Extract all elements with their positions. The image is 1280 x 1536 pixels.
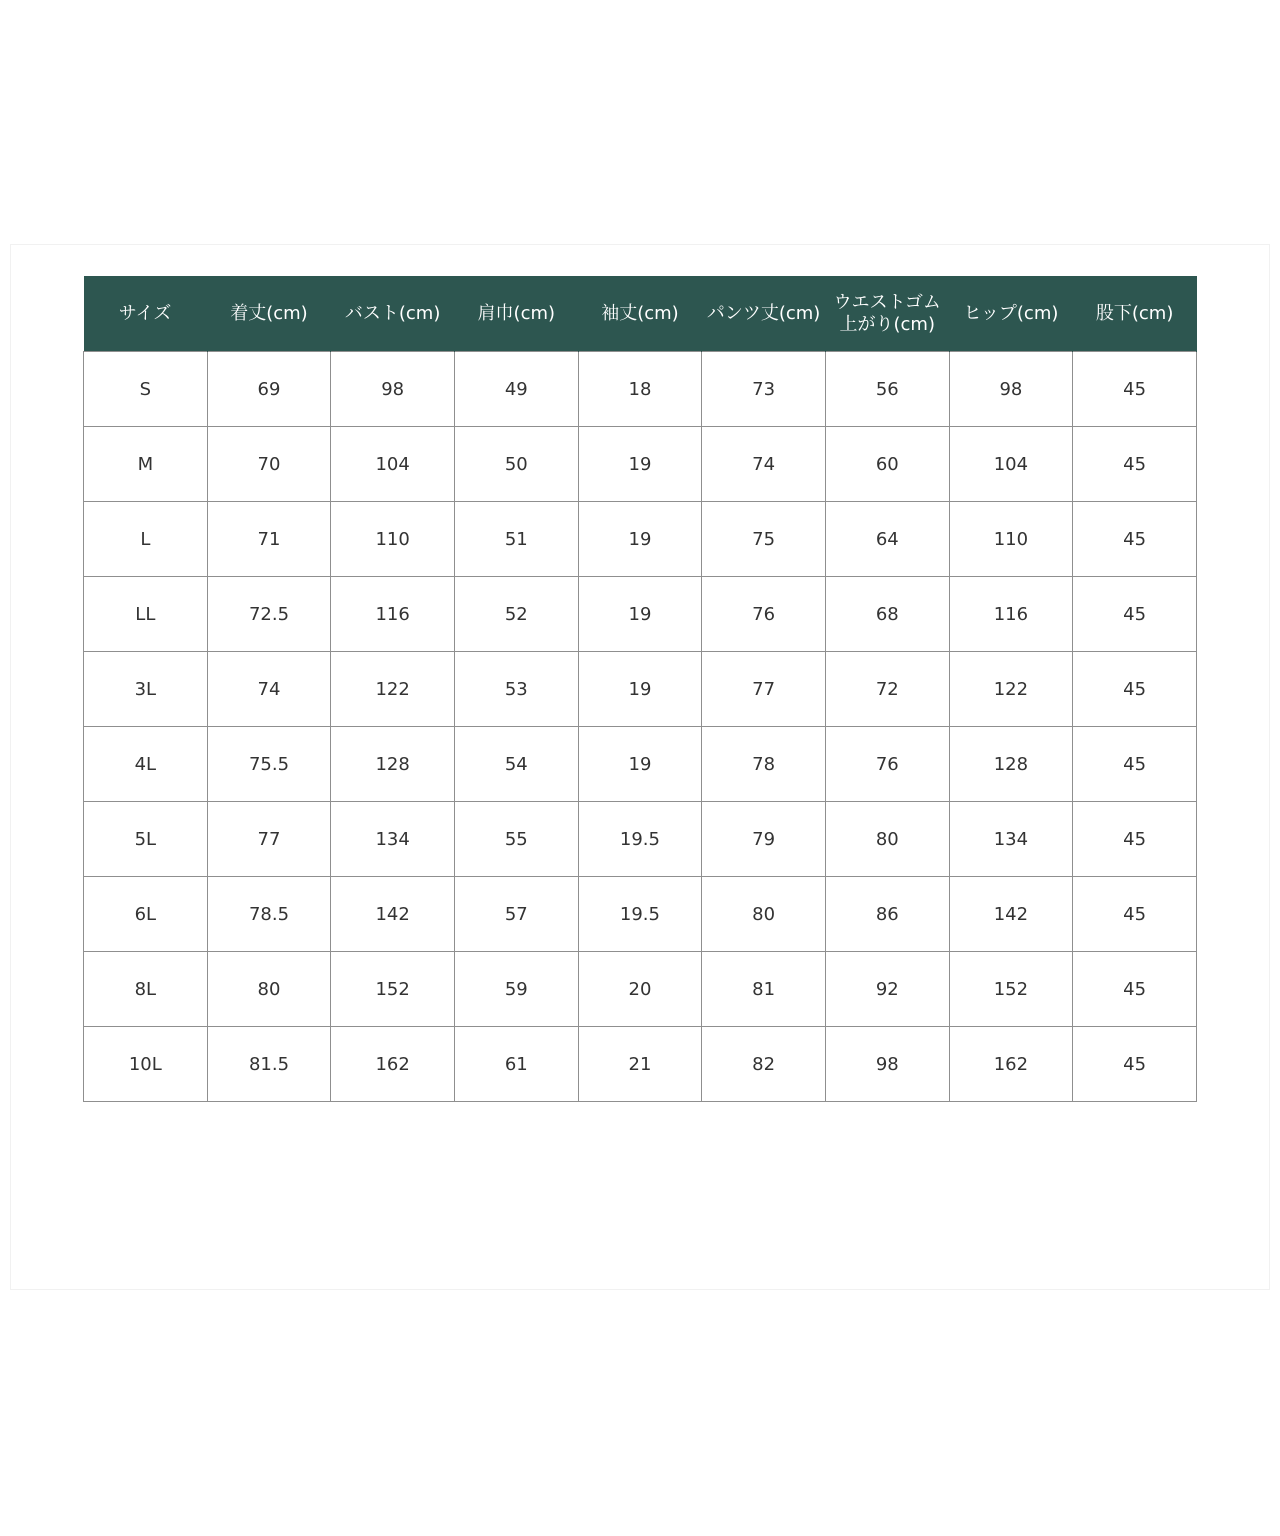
cell-size: 10L: [84, 1027, 208, 1102]
cell-inseam: 45: [1073, 352, 1197, 427]
cell-bust: 116: [331, 577, 455, 652]
cell-pants-length: 76: [702, 577, 826, 652]
cell-waist: 92: [825, 952, 949, 1027]
cell-waist: 72: [825, 652, 949, 727]
cell-pants-length: 77: [702, 652, 826, 727]
table-row: [84, 802, 1197, 877]
cell-pants-length: 82: [702, 1027, 826, 1102]
cell-shoulder: 55: [454, 802, 578, 877]
cell-length: 77: [207, 802, 331, 877]
cell-inseam: 45: [1073, 802, 1197, 877]
cell-size: 3L: [84, 652, 208, 727]
cell-size: M: [84, 427, 208, 502]
cell-shoulder: 51: [454, 502, 578, 577]
header-size: サイズ: [84, 276, 208, 352]
header-inseam: 股下(cm): [1073, 276, 1197, 352]
cell-waist: 68: [825, 577, 949, 652]
header-waist: ウエストゴム上がり(cm): [825, 276, 949, 352]
cell-size: 4L: [84, 727, 208, 802]
cell-size: 5L: [84, 802, 208, 877]
cell-hip: 162: [949, 1027, 1073, 1102]
header-length: 着丈(cm): [207, 276, 331, 352]
cell-bust: 122: [331, 652, 455, 727]
cell-hip: 110: [949, 502, 1073, 577]
cell-shoulder: 49: [454, 352, 578, 427]
cell-inseam: 45: [1073, 1027, 1197, 1102]
cell-pants-length: 75: [702, 502, 826, 577]
cell-pants-length: 73: [702, 352, 826, 427]
cell-hip: 128: [949, 727, 1073, 802]
cell-sleeve: 20: [578, 952, 702, 1027]
cell-shoulder: 54: [454, 727, 578, 802]
cell-hip: 134: [949, 802, 1073, 877]
size-chart-table: [83, 276, 1197, 1102]
cell-shoulder: 50: [454, 427, 578, 502]
cell-bust: 110: [331, 502, 455, 577]
cell-hip: 116: [949, 577, 1073, 652]
cell-hip: 104: [949, 427, 1073, 502]
cell-sleeve: 19.5: [578, 802, 702, 877]
cell-pants-length: 79: [702, 802, 826, 877]
cell-length: 72.5: [207, 577, 331, 652]
header-sleeve: 袖丈(cm): [578, 276, 702, 352]
cell-pants-length: 78: [702, 727, 826, 802]
cell-waist: 80: [825, 802, 949, 877]
cell-bust: 142: [331, 877, 455, 952]
table-row: [84, 427, 1197, 502]
cell-sleeve: 19: [578, 502, 702, 577]
cell-pants-length: 81: [702, 952, 826, 1027]
cell-size: LL: [84, 577, 208, 652]
cell-size: 6L: [84, 877, 208, 952]
table-row: [84, 877, 1197, 952]
header-bust: バスト(cm): [331, 276, 455, 352]
cell-length: 71: [207, 502, 331, 577]
table-row: [84, 652, 1197, 727]
cell-bust: 128: [331, 727, 455, 802]
cell-pants-length: 74: [702, 427, 826, 502]
cell-shoulder: 59: [454, 952, 578, 1027]
cell-inseam: 45: [1073, 727, 1197, 802]
table-row: [84, 577, 1197, 652]
header-shoulder: 肩巾(cm): [454, 276, 578, 352]
cell-length: 78.5: [207, 877, 331, 952]
cell-sleeve: 19: [578, 577, 702, 652]
cell-size: L: [84, 502, 208, 577]
cell-waist: 60: [825, 427, 949, 502]
cell-hip: 122: [949, 652, 1073, 727]
table-row: [84, 502, 1197, 577]
cell-inseam: 45: [1073, 577, 1197, 652]
cell-sleeve: 21: [578, 1027, 702, 1102]
header-pants-length: パンツ丈(cm): [702, 276, 826, 352]
cell-length: 80: [207, 952, 331, 1027]
cell-inseam: 45: [1073, 877, 1197, 952]
cell-pants-length: 80: [702, 877, 826, 952]
cell-sleeve: 19: [578, 427, 702, 502]
cell-inseam: 45: [1073, 502, 1197, 577]
table-header-row: [84, 276, 1197, 352]
table-row: [84, 1027, 1197, 1102]
table-row: [84, 952, 1197, 1027]
cell-inseam: 45: [1073, 427, 1197, 502]
cell-sleeve: 19.5: [578, 877, 702, 952]
cell-size: S: [84, 352, 208, 427]
cell-shoulder: 57: [454, 877, 578, 952]
cell-inseam: 45: [1073, 952, 1197, 1027]
cell-hip: 152: [949, 952, 1073, 1027]
cell-length: 81.5: [207, 1027, 331, 1102]
cell-bust: 104: [331, 427, 455, 502]
cell-length: 70: [207, 427, 331, 502]
table-row: [84, 352, 1197, 427]
cell-length: 75.5: [207, 727, 331, 802]
cell-waist: 76: [825, 727, 949, 802]
header-hip: ヒップ(cm): [949, 276, 1073, 352]
table-row: [84, 727, 1197, 802]
cell-inseam: 45: [1073, 652, 1197, 727]
cell-waist: 64: [825, 502, 949, 577]
cell-shoulder: 53: [454, 652, 578, 727]
cell-hip: 98: [949, 352, 1073, 427]
cell-length: 69: [207, 352, 331, 427]
cell-size: 8L: [84, 952, 208, 1027]
cell-waist: 56: [825, 352, 949, 427]
cell-bust: 134: [331, 802, 455, 877]
cell-sleeve: 18: [578, 352, 702, 427]
cell-shoulder: 52: [454, 577, 578, 652]
cell-hip: 142: [949, 877, 1073, 952]
cell-bust: 162: [331, 1027, 455, 1102]
cell-bust: 152: [331, 952, 455, 1027]
cell-sleeve: 19: [578, 727, 702, 802]
cell-length: 74: [207, 652, 331, 727]
cell-bust: 98: [331, 352, 455, 427]
cell-waist: 98: [825, 1027, 949, 1102]
table-body: [84, 352, 1197, 1102]
cell-shoulder: 61: [454, 1027, 578, 1102]
cell-sleeve: 19: [578, 652, 702, 727]
cell-waist: 86: [825, 877, 949, 952]
